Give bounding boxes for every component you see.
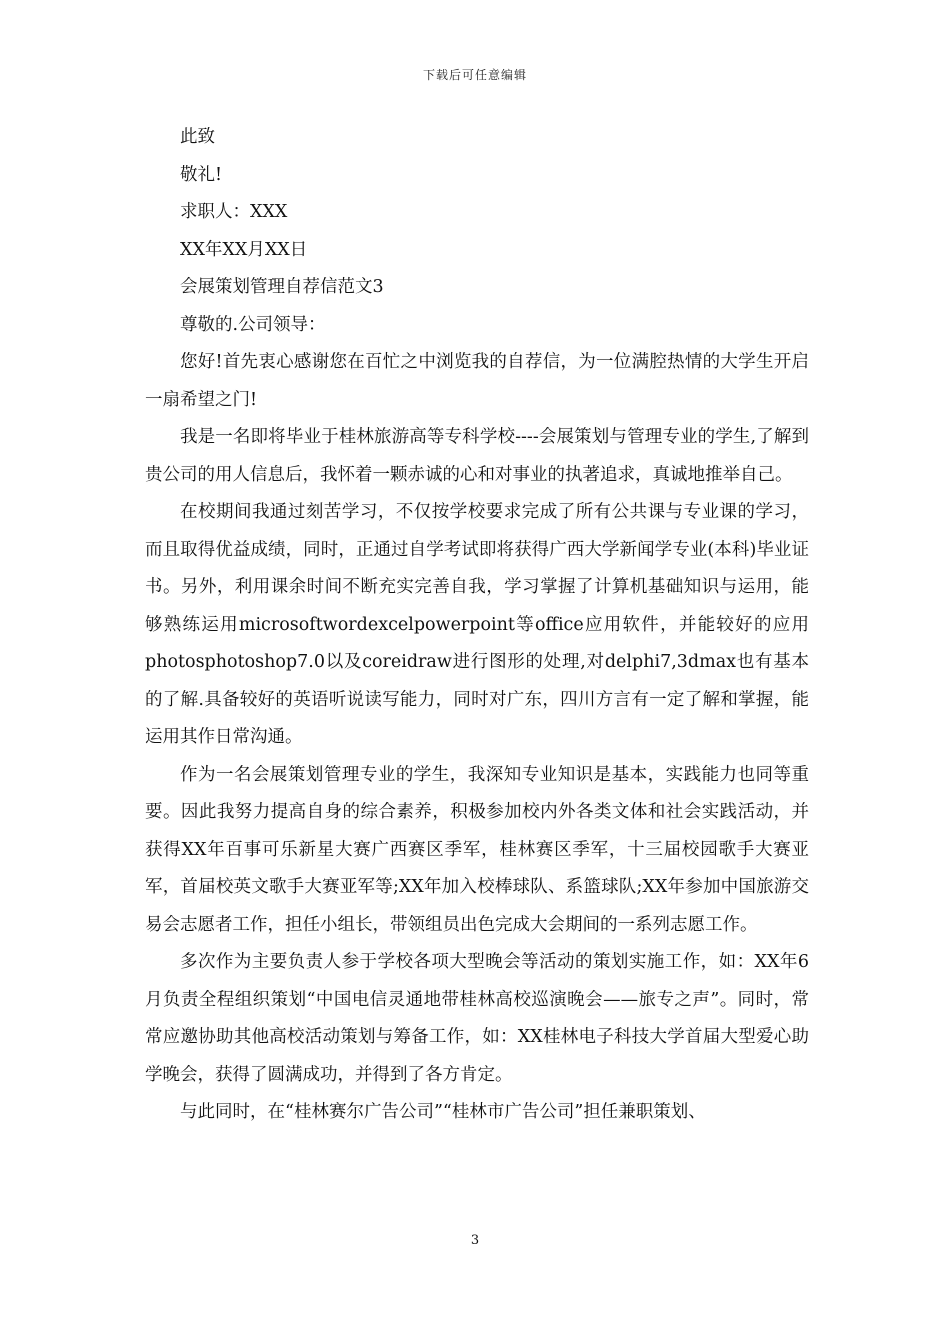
salutation-line: 敬礼! xyxy=(180,164,223,185)
letter-body xyxy=(145,119,809,1132)
paragraph-work: 与此同时，在“桂林赛尔广告公司”“桂林市广告公司”担任兼职策划、 xyxy=(180,1102,706,1122)
applicant-line: 求职人：XXX xyxy=(180,202,288,222)
paragraph-intro: 您好!首先衷心感谢您在百忙之中浏览我的自荐信，为一位满腔热情的大学生开启一扇希望之门! xyxy=(145,352,809,410)
paragraph-events: 多次作为主要负责人参于学校各项大型晚会等活动的策划实施工作，如：XX年6月负责全程组织策划“中国电信灵通地带桂林高校巡演晚会——旅专之声”。同时，常常应邀协助其他高校活动策划与筹备工作，如：XX桂林电子科技大学首届大型爱心助学晚会，获得了圆满成功，并得到了各方肯定。 xyxy=(145,952,809,1085)
paragraph-school: 我是一名即将毕业于桂林旅游高等专科学校----会展策划与管理专业的学生,了解到贵公司的用人信息后，我怀着一颗赤诚的心和对事业的执著追求，真诚地推举自己。 xyxy=(145,427,809,485)
paragraph-practice: 作为一名会展策划管理专业的学生，我深知专业知识是基本，实践能力也同等重要。因此我努力提高自身的综合素养，积极参加校内外各类文体和社会实践活动，并获得XX年百事可乐新星大赛广西赛区季军，桂林赛区季军，十三届校园歌手大赛亚军，首届校英文歌手大赛亚军等;XX年加入校棒球队、系篮球队;XX年参加中国旅游交易会志愿者工作，担任小组长，带领组员出色完成大会期间的一系列志愿工作。 xyxy=(145,764,809,935)
paragraph-study: 在校期间我通过刻苦学习，不仅按学校要求完成了所有公共课与专业课的学习，而且取得优益成绩，同时，正通过自学考试即将获得广西大学新闻学专业(本科)毕业证书。另外，利用课余时间不断充实完善自我，学习掌握了计算机基础知识与运用，能够熟练运用microsoftwordexcelpowerpoint等office应用软件，并能较好的应用photosphotoshop7.0以及coreidraw进行图形的处理,对delphi7,3dmax也有基本的了解.具备较好的英语听说读写能力，同时对广东，四川方言有一定了解和掌握，能运用其作日常沟通。 xyxy=(145,502,809,747)
greeting-line: 尊敬的.公司领导： xyxy=(180,314,326,335)
page-number: 3 xyxy=(470,1233,480,1248)
section-title: 会展策划管理自荐信范文3 xyxy=(180,277,384,297)
closing-line: 此致 xyxy=(180,127,215,147)
date-line: XX年XX月XX日 xyxy=(180,239,308,260)
page-header: 下载后可任意编辑 xyxy=(422,68,527,82)
